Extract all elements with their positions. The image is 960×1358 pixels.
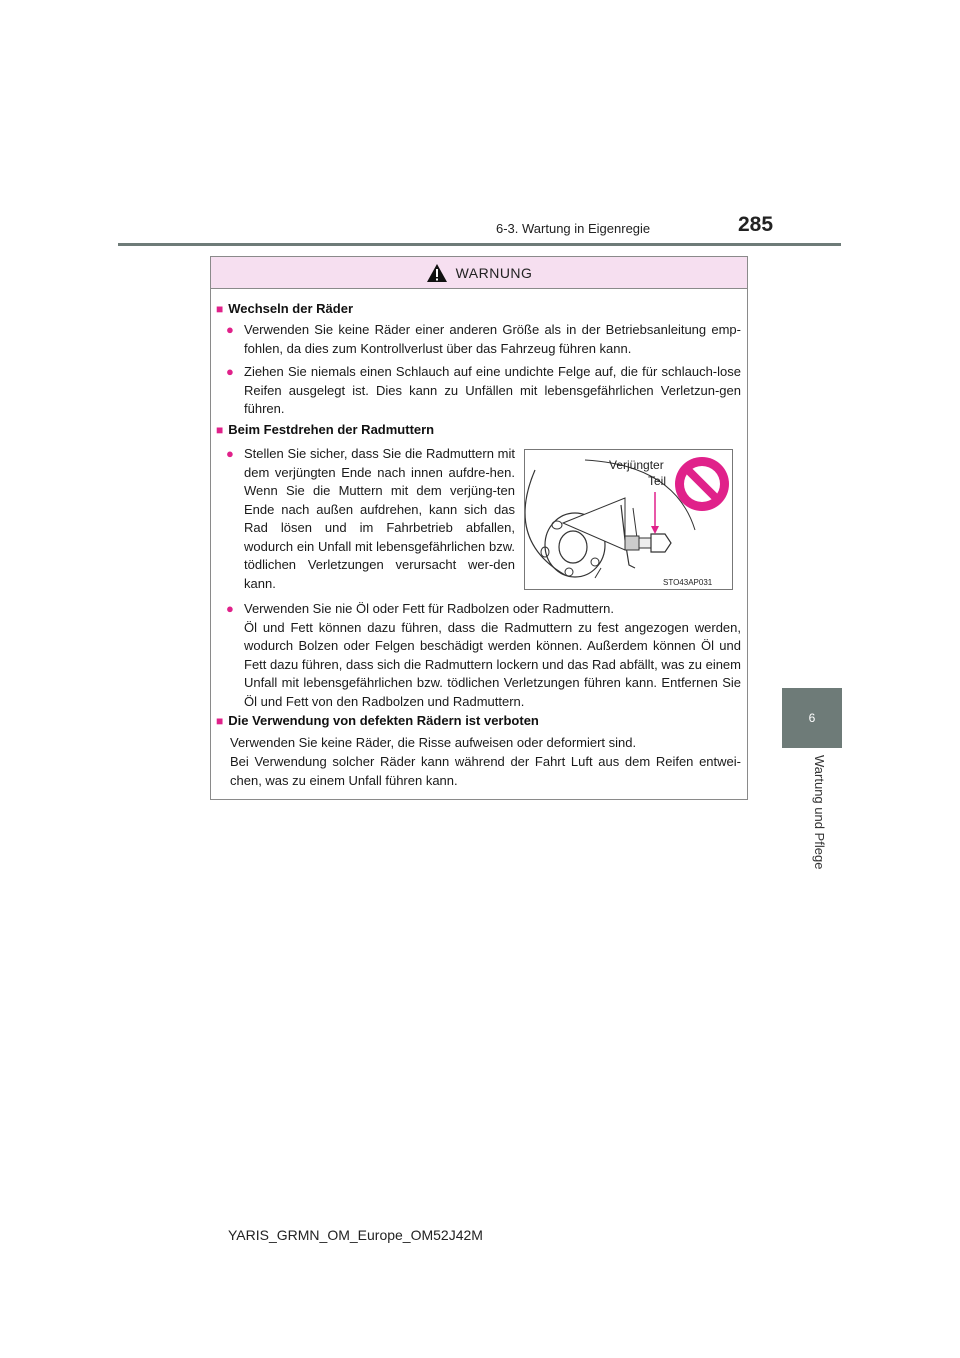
bullet-item [226, 363, 741, 419]
square-bullet-icon: ■ [216, 423, 224, 437]
wheel-nut-figure [524, 449, 733, 590]
figure-code: STO43AP031 [663, 578, 713, 587]
bullet-text: Verwenden Sie keine Räder einer anderen Größe als in der Betriebsanleitung emp-fohlen, da dies zum Kontrollverlust über das Fahrzeug führen kann. [244, 322, 741, 356]
plain-text: Bei Verwendung solcher Räder kann während der Fahrt Luft aus dem Reifen entwei-chen, was zu einem Unfall führen kann. [230, 754, 741, 788]
plain-text: Verwenden Sie keine Räder, die Risse aufweisen oder deformiert sind. [230, 735, 637, 750]
warning-content [211, 289, 747, 799]
warning-box [210, 256, 748, 800]
page-number: 285 [738, 213, 774, 236]
section-title-defective [216, 712, 539, 731]
bullet-text: Stellen Sie sicher, dass Sie die Radmuttern mit dem verjüngten Ende nach innen aufdre-hen. Wenn Sie die Muttern mit dem verjüng-ten Ende nach außen aufdrehen, kann sich das Rad lösen und im Fahrbetrieb abfallen, wodurch ein Unfall mit lebensgefährlichen bzw. tödlichen Verletzungen verursacht wer-den kann. [244, 446, 515, 591]
round-bullet-icon: ● [226, 364, 234, 379]
header-rule [118, 243, 841, 246]
figure-label-part: Teil [648, 474, 667, 488]
bullet-continuation: Öl und Fett können dazu führen, dass die Radmuttern zu fest angezogen werden, wodurch Bolzen oder Felgen beschädigt werden können. Außerdem können Öl und Fett dazu führen, dass sich die Radmuttern lockern und das Rad abfällt, was zu einem Unfall mit lebensgefährlichen bzw. tödlichen Verletzungen führen kann. Entfernen Sie Öl und Fett von den Radbolzen und Radmuttern. [244, 619, 741, 709]
side-chapter-label: Wartung und Pflege [812, 755, 827, 870]
bullet-item [226, 600, 741, 711]
chapter-number: 6 [808, 711, 816, 725]
section-title-wheels [216, 300, 353, 319]
section-title-text: Wechseln der Räder [228, 301, 354, 316]
figure-label-tapered: Verjüngter [609, 458, 664, 472]
warning-title: WARNUNG [455, 264, 533, 281]
bullet-item [226, 445, 515, 593]
round-bullet-icon: ● [226, 601, 234, 616]
section-title-text: Die Verwendung von defekten Rädern ist verboten [228, 713, 539, 728]
warning-header [211, 257, 747, 289]
bullet-item [226, 321, 741, 358]
square-bullet-icon: ■ [216, 714, 224, 728]
wheel-hub-illustration [525, 450, 732, 589]
round-bullet-icon: ● [226, 322, 234, 337]
bullet-text: Verwenden Sie nie Öl oder Fett für Radbolzen oder Radmuttern. [244, 601, 614, 616]
bullet-text: Ziehen Sie niemals einen Schlauch auf eine undichte Felge auf, die für schlauch-lose Reifen ausgelegt ist. Dies kann zu Unfällen mit lebensgefährlichen Verletzun-gen führen. [244, 364, 741, 416]
side-chapter-tab[interactable] [782, 688, 842, 748]
square-bullet-icon: ■ [216, 302, 224, 316]
header-section-title: 6-3. Wartung in Eigenregie [496, 221, 651, 236]
section-title-nuts [216, 421, 434, 440]
section-title-text: Beim Festdrehen der Radmuttern [228, 422, 435, 437]
warning-triangle-icon [426, 263, 448, 283]
round-bullet-icon: ● [226, 446, 234, 461]
footer-doc-id: YARIS_GRMN_OM_Europe_OM52J42M [228, 1227, 483, 1243]
